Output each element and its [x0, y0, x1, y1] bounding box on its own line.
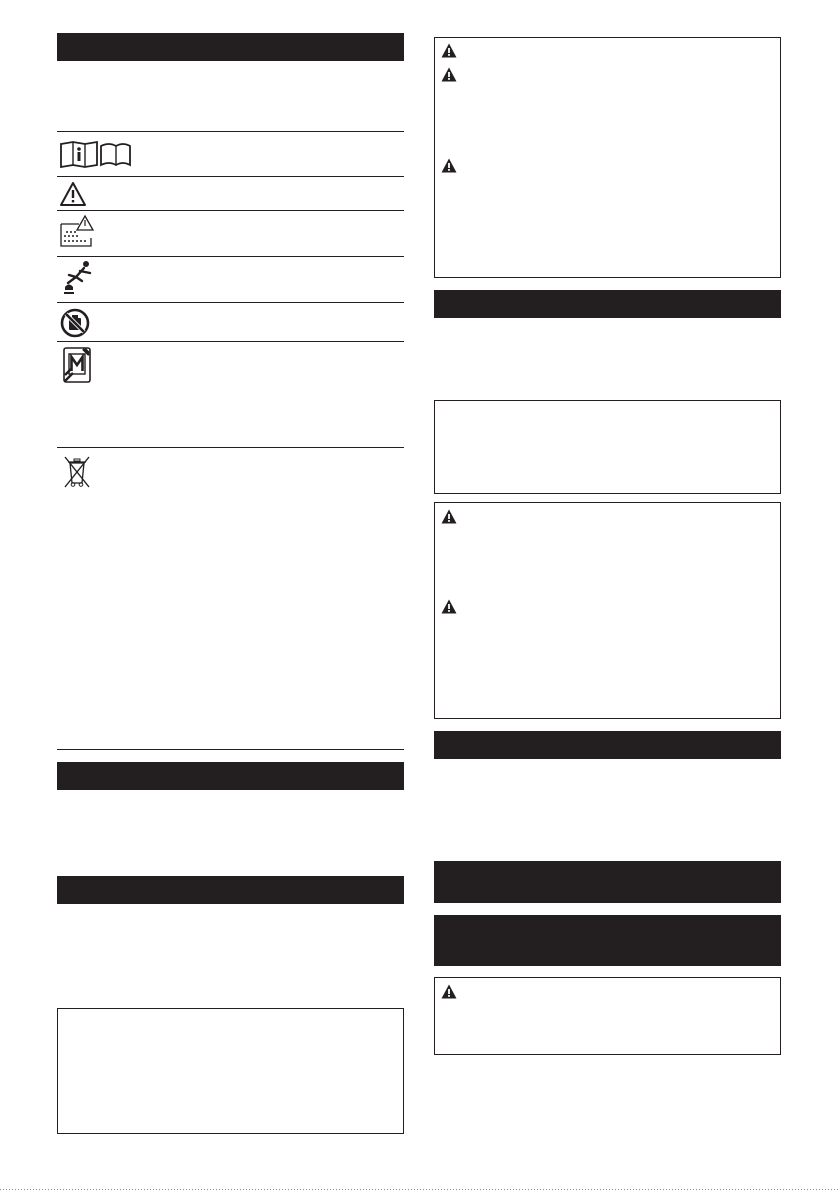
symbol-table-bottom-rule [57, 749, 404, 750]
read-manual-icon [59, 140, 131, 168]
specifications-note-box [57, 1008, 404, 1134]
warning-triangle-icon [441, 43, 457, 58]
symbols-section-header [57, 33, 404, 61]
warning-box-3 [434, 977, 781, 1055]
warning-triangle-icon [441, 67, 457, 82]
warning-box-2 [434, 502, 781, 719]
note-box [434, 400, 781, 494]
warning-triangle-icon [441, 158, 457, 173]
symbol-table-rule [57, 256, 404, 257]
warning-box-1 [434, 37, 781, 278]
warning-triangle-icon [441, 599, 457, 614]
maintenance-header [434, 915, 781, 966]
operation-header [434, 861, 781, 903]
slip-falling-icon [60, 259, 94, 297]
warning-triangle-icon [441, 984, 457, 999]
symbol-table-rule [57, 176, 404, 177]
symbol-table-rule [57, 341, 404, 342]
symbol-table-top-rule [57, 131, 404, 132]
maintenance-mark-icon [63, 347, 91, 383]
dust-hazard-icon [59, 214, 95, 248]
intended-use-section-header [57, 762, 404, 790]
assembly-header [434, 731, 781, 759]
specifications-section-header [57, 876, 404, 904]
symbol-table-rule [57, 210, 404, 211]
caution-triangle-icon [59, 181, 87, 207]
warning-triangle-icon [441, 509, 457, 524]
symbol-table-rule [57, 447, 404, 448]
page-bottom-edge [0, 1189, 840, 1190]
symbol-table-rule [57, 302, 404, 303]
no-battery-icon [60, 308, 90, 338]
safety-warnings-header [434, 290, 781, 318]
crossed-bin-icon [62, 454, 92, 488]
